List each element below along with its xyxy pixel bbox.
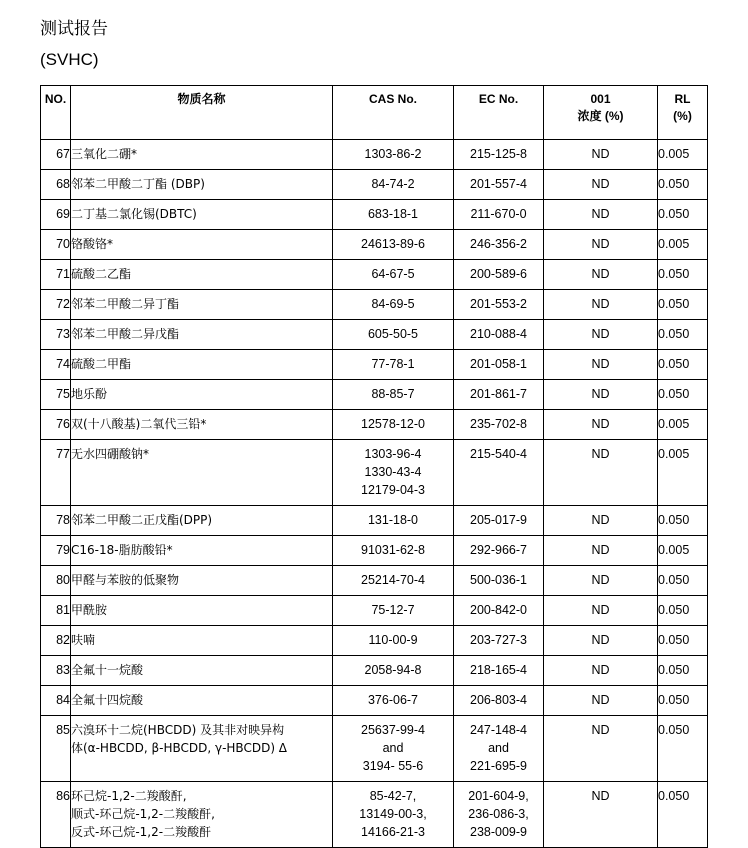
cell-ec-no-line: 210-088-4: [470, 327, 527, 341]
cell-substance-name: [71, 566, 333, 596]
cell-substance-name-line: 邻苯二甲酸二异戊酯: [71, 327, 180, 341]
cell-no: 78: [41, 506, 71, 536]
cell-ec-no: [454, 440, 544, 506]
header-rl-label: RL: [674, 92, 691, 106]
cell-ec-no-line: 201-557-4: [470, 177, 527, 191]
cell-cas-no: [333, 506, 454, 536]
cell-ec-no-line: 215-125-8: [470, 147, 527, 161]
cell-concentration: ND: [544, 230, 658, 260]
cell-cas-no: [333, 320, 454, 350]
cell-rl: 0.050: [658, 380, 708, 410]
cell-cas-no-line: 12578-12-0: [361, 417, 425, 431]
cell-ec-no: [454, 410, 544, 440]
cell-ec-no-line: 201-604-9,: [468, 789, 529, 803]
cell-concentration: ND: [544, 626, 658, 656]
cell-concentration: ND: [544, 380, 658, 410]
table-row: [41, 380, 708, 410]
table-row: [41, 626, 708, 656]
cell-cas-no-line: 683-18-1: [367, 207, 419, 221]
cell-no: 76: [41, 410, 71, 440]
cell-substance-name: [71, 440, 333, 506]
cell-rl: 0.050: [658, 350, 708, 380]
cell-cas-no-line: and: [382, 741, 404, 755]
cell-cas-no-line: 77-78-1: [371, 357, 415, 371]
cell-substance-name-line: 硫酸二乙酯: [71, 267, 132, 281]
cell-substance-name: [71, 380, 333, 410]
table-row: [41, 536, 708, 566]
header-cas-no: CAS No.: [333, 86, 454, 140]
cell-ec-no: [454, 596, 544, 626]
cell-ec-no-line: 238-009-9: [470, 825, 527, 839]
table-row: [41, 686, 708, 716]
table-row: [41, 506, 708, 536]
cell-no: 74: [41, 350, 71, 380]
cell-concentration: ND: [544, 260, 658, 290]
cell-cas-no-line: 131-18-0: [367, 513, 419, 527]
cell-no: 81: [41, 596, 71, 626]
cell-no: 83: [41, 656, 71, 686]
table-row: [41, 350, 708, 380]
cell-no: 67: [41, 140, 71, 170]
cell-concentration: ND: [544, 290, 658, 320]
header-substance-name: 物质名称: [71, 86, 333, 140]
cell-substance-name: [71, 140, 333, 170]
cell-cas-no-line: 1303-96-4: [364, 447, 422, 461]
cell-concentration: ND: [544, 686, 658, 716]
cell-no: 75: [41, 380, 71, 410]
cell-substance-name-line: 顺式-环己烷-1,2-二羧酸酐,: [71, 807, 215, 821]
cell-cas-no: [333, 230, 454, 260]
cell-substance-name: [71, 200, 333, 230]
cell-concentration: ND: [544, 716, 658, 782]
cell-ec-no: [454, 350, 544, 380]
cell-cas-no: [333, 170, 454, 200]
cell-ec-no: [454, 290, 544, 320]
cell-ec-no-line: and: [488, 741, 509, 755]
cell-ec-no-line: 236-086-3,: [468, 807, 529, 821]
table-row: [41, 440, 708, 506]
cell-cas-no-line: 2058-94-8: [364, 663, 422, 677]
cell-rl: 0.050: [658, 290, 708, 320]
cell-ec-no-line: 200-842-0: [470, 603, 527, 617]
cell-rl: 0.050: [658, 656, 708, 686]
cell-cas-no: [333, 566, 454, 596]
cell-rl: 0.050: [658, 626, 708, 656]
cell-cas-no-line: 1303-86-2: [364, 147, 422, 161]
cell-cas-no: [333, 260, 454, 290]
cell-cas-no-line: 91031-62-8: [361, 543, 425, 557]
cell-substance-name-line: 环己烷-1,2-二羧酸酐,: [71, 789, 187, 803]
cell-no: 79: [41, 536, 71, 566]
cell-substance-name-line: 全氟十一烷酸: [71, 663, 144, 677]
cell-ec-no: [454, 686, 544, 716]
cell-rl: 0.050: [658, 506, 708, 536]
cell-ec-no: [454, 536, 544, 566]
cell-ec-no: [454, 626, 544, 656]
cell-ec-no: [454, 140, 544, 170]
cell-cas-no-line: 88-85-7: [371, 387, 415, 401]
cell-substance-name-line: 双(十八酸基)二氧代三铅*: [71, 417, 207, 431]
cell-ec-no-line: 201-861-7: [470, 387, 527, 401]
cell-no: 80: [41, 566, 71, 596]
cell-cas-no-line: 75-12-7: [371, 603, 415, 617]
cell-substance-name-line: 邻苯二甲酸二异丁酯: [71, 297, 180, 311]
cell-cas-no: [333, 596, 454, 626]
table-row: [41, 596, 708, 626]
cell-concentration: ND: [544, 536, 658, 566]
table-row: [41, 140, 708, 170]
cell-cas-no: [333, 200, 454, 230]
cell-substance-name-line: 呋喃: [71, 633, 96, 647]
cell-no: 84: [41, 686, 71, 716]
cell-rl: 0.050: [658, 200, 708, 230]
cell-ec-no: [454, 200, 544, 230]
header-rl: [658, 86, 708, 140]
cell-cas-no-line: 3194- 55-6: [362, 759, 424, 773]
cell-substance-name: [71, 686, 333, 716]
table-body: [41, 140, 708, 848]
report-title: 测试报告: [40, 19, 108, 39]
cell-concentration: ND: [544, 596, 658, 626]
cell-ec-no-line: 203-727-3: [470, 633, 527, 647]
header-concentration: [544, 86, 658, 140]
cell-ec-no-line: 201-553-2: [470, 297, 527, 311]
header-no: NO.: [41, 86, 71, 140]
cell-substance-name-line: 甲酰胺: [71, 603, 108, 617]
cell-cas-no: [333, 350, 454, 380]
cell-rl: 0.050: [658, 596, 708, 626]
table-row: [41, 290, 708, 320]
cell-rl: 0.050: [658, 782, 708, 848]
cell-cas-no-line: 85-42-7,: [369, 789, 417, 803]
cell-cas-no-line: 1330-43-4: [364, 465, 422, 479]
cell-substance-name-line: 三氧化二硼*: [71, 147, 138, 161]
cell-ec-no-line: 215-540-4: [470, 447, 527, 461]
cell-no: 72: [41, 290, 71, 320]
cell-ec-no-line: 206-803-4: [470, 693, 527, 707]
cell-ec-no-line: 218-165-4: [470, 663, 527, 677]
cell-cas-no-line: 605-50-5: [367, 327, 419, 341]
cell-no: 70: [41, 230, 71, 260]
cell-substance-name: [71, 260, 333, 290]
table-row: [41, 170, 708, 200]
cell-concentration: ND: [544, 782, 658, 848]
cell-no: 68: [41, 170, 71, 200]
cell-cas-no-line: 110-00-9: [368, 633, 418, 647]
cell-ec-no: [454, 260, 544, 290]
cell-ec-no: [454, 506, 544, 536]
cell-no: 77: [41, 440, 71, 506]
cell-concentration: ND: [544, 170, 658, 200]
cell-substance-name-line: 体(α-HBCDD, β-HBCDD, γ-HBCDD) Δ: [71, 741, 288, 755]
cell-cas-no-line: 64-67-5: [371, 267, 415, 281]
header-concentration-label: 浓度 (%): [577, 109, 624, 123]
cell-ec-no: [454, 320, 544, 350]
table-row: [41, 566, 708, 596]
cell-rl: 0.050: [658, 170, 708, 200]
cell-rl: 0.005: [658, 536, 708, 566]
cell-cas-no-line: 25214-70-4: [361, 573, 425, 587]
cell-no: 86: [41, 782, 71, 848]
cell-ec-no-line: 246-356-2: [470, 237, 527, 251]
cell-cas-no: [333, 380, 454, 410]
cell-ec-no-line: 500-036-1: [470, 573, 527, 587]
table-row: [41, 410, 708, 440]
cell-cas-no-line: 84-74-2: [371, 177, 415, 191]
svhc-table: [40, 85, 708, 848]
cell-rl: 0.050: [658, 260, 708, 290]
cell-substance-name-line: 邻苯二甲酸二丁酯 (DBP): [71, 177, 205, 191]
cell-cas-no-line: 24613-89-6: [361, 237, 425, 251]
cell-concentration: ND: [544, 320, 658, 350]
cell-cas-no: [333, 656, 454, 686]
cell-ec-no-line: 235-702-8: [470, 417, 527, 431]
cell-substance-name: [71, 170, 333, 200]
cell-substance-name: [71, 626, 333, 656]
cell-ec-no-line: 200-589-6: [470, 267, 527, 281]
cell-rl: 0.050: [658, 686, 708, 716]
cell-ec-no: [454, 716, 544, 782]
cell-substance-name: [71, 320, 333, 350]
cell-cas-no-line: 14166-21-3: [361, 825, 425, 839]
cell-rl: 0.050: [658, 320, 708, 350]
cell-rl: 0.005: [658, 140, 708, 170]
cell-concentration: ND: [544, 440, 658, 506]
cell-substance-name-line: 铬酸铬*: [71, 237, 114, 251]
cell-ec-no-line: 292-966-7: [470, 543, 527, 557]
cell-cas-no: [333, 140, 454, 170]
cell-cas-no: [333, 686, 454, 716]
table-header-row: [41, 86, 708, 140]
table-row: [41, 200, 708, 230]
cell-concentration: ND: [544, 200, 658, 230]
cell-ec-no: [454, 566, 544, 596]
cell-substance-name: [71, 596, 333, 626]
cell-no: 71: [41, 260, 71, 290]
cell-substance-name-line: 硫酸二甲酯: [71, 357, 132, 371]
cell-substance-name-line: 邻苯二甲酸二正戊酯(DPP): [71, 513, 213, 527]
table-row: [41, 716, 708, 782]
cell-ec-no: [454, 380, 544, 410]
cell-cas-no-line: 25637-99-4: [361, 723, 425, 737]
cell-concentration: ND: [544, 350, 658, 380]
cell-substance-name-line: 无水四硼酸钠*: [71, 447, 150, 461]
cell-ec-no: [454, 782, 544, 848]
cell-rl: 0.005: [658, 440, 708, 506]
cell-substance-name: [71, 782, 333, 848]
cell-substance-name-line: 六溴环十二烷(HBCDD) 及其非对映异构: [71, 723, 285, 737]
cell-rl: 0.050: [658, 716, 708, 782]
table-row: [41, 230, 708, 260]
cell-concentration: ND: [544, 506, 658, 536]
cell-ec-no-line: 211-670-0: [470, 207, 527, 221]
cell-ec-no: [454, 656, 544, 686]
cell-rl: 0.050: [658, 566, 708, 596]
cell-ec-no: [454, 170, 544, 200]
cell-cas-no: [333, 440, 454, 506]
cell-rl: 0.005: [658, 230, 708, 260]
cell-cas-no: [333, 716, 454, 782]
table-row: [41, 320, 708, 350]
cell-substance-name: [71, 656, 333, 686]
cell-cas-no-line: 376-06-7: [367, 693, 419, 707]
cell-substance-name: [71, 290, 333, 320]
cell-substance-name: [71, 716, 333, 782]
cell-cas-no: [333, 536, 454, 566]
cell-substance-name: [71, 230, 333, 260]
table-row: [41, 260, 708, 290]
cell-rl: 0.005: [658, 410, 708, 440]
cell-substance-name-line: 全氟十四烷酸: [71, 693, 144, 707]
header-ec-no: EC No.: [454, 86, 544, 140]
cell-substance-name: [71, 410, 333, 440]
cell-cas-no: [333, 290, 454, 320]
cell-ec-no-line: 201-058-1: [470, 357, 527, 371]
cell-substance-name-line: 地乐酚: [71, 387, 108, 401]
cell-cas-no-line: 13149-00-3,: [359, 807, 427, 821]
cell-concentration: ND: [544, 410, 658, 440]
cell-ec-no-line: 205-017-9: [470, 513, 527, 527]
cell-substance-name: [71, 506, 333, 536]
table-row: [41, 656, 708, 686]
cell-cas-no: [333, 782, 454, 848]
cell-substance-name-line: 甲醛与苯胺的低聚物: [71, 573, 180, 587]
cell-cas-no: [333, 626, 454, 656]
table-row: [41, 782, 708, 848]
cell-no: 85: [41, 716, 71, 782]
cell-ec-no-line: 221-695-9: [470, 759, 527, 773]
cell-no: 82: [41, 626, 71, 656]
cell-substance-name-line: 二丁基二氯化锡(DBTC): [71, 207, 197, 221]
cell-substance-name-line: C16-18-脂肪酸铅*: [71, 543, 173, 557]
cell-cas-no: [333, 410, 454, 440]
cell-substance-name: [71, 350, 333, 380]
cell-concentration: ND: [544, 656, 658, 686]
cell-substance-name-line: 反式-环己烷-1,2-二羧酸酐: [71, 825, 212, 839]
cell-ec-no: [454, 230, 544, 260]
header-concentration-sample: 001: [590, 92, 611, 106]
cell-no: 73: [41, 320, 71, 350]
report-subtitle: (SVHC): [40, 50, 99, 69]
cell-concentration: ND: [544, 140, 658, 170]
cell-ec-no-line: 247-148-4: [470, 723, 527, 737]
cell-substance-name: [71, 536, 333, 566]
cell-cas-no-line: 84-69-5: [371, 297, 415, 311]
cell-cas-no-line: 12179-04-3: [361, 483, 425, 497]
header-rl-unit: (%): [673, 109, 692, 123]
cell-concentration: ND: [544, 566, 658, 596]
cell-no: 69: [41, 200, 71, 230]
